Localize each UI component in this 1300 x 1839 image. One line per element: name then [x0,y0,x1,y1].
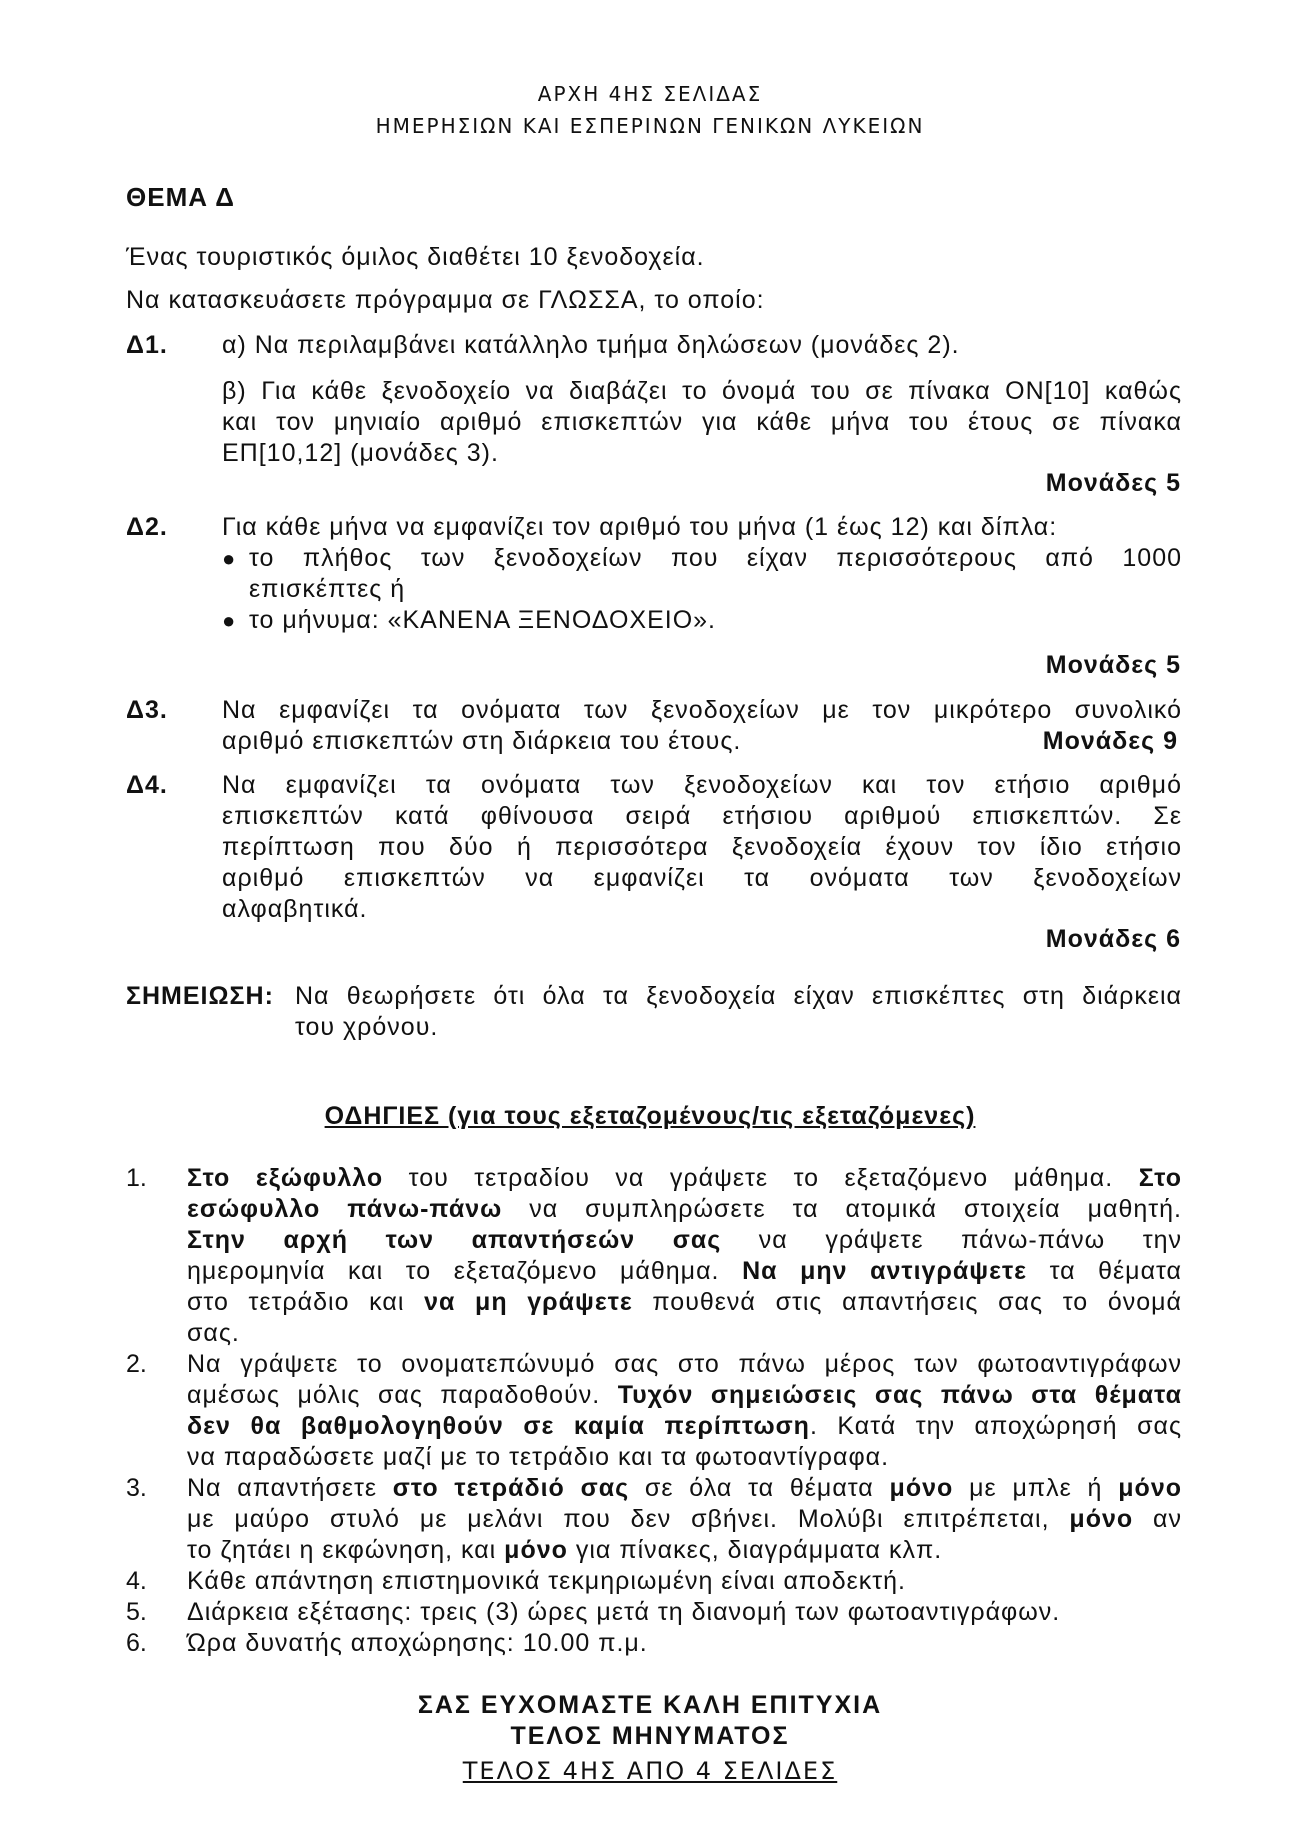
d1-points: Μονάδες 5 [1045,469,1181,497]
instruction-1-line6: σας. [187,1319,240,1347]
instruction-1-line1: Στο εξώφυλλο του τετραδίου να γράψετε το εξεταζόμενο μάθημα. Στο [187,1164,1182,1192]
d2-line1: Για κάθε μήνα να εμφανίζει τον αριθμό του μήνα (1 έως 12) και δίπλα: [222,513,1058,541]
instruction-1-line2: εσώφυλλο πάνω-πάνω να συμπληρώσετε τα ατομικά στοιχεία μαθητή. [187,1195,1182,1223]
instruction-1-line5: στο τετράδιο και να μη γράψετε πουθενά στις απαντήσεις σας το όνομά [187,1288,1182,1316]
d2-bullet1-line2: επισκέπτες ή [249,575,406,603]
instruction-3-number: 3. [126,1474,147,1502]
intro-line1: Ένας τουριστικός όμιλος διαθέτει 10 ξενοδοχεία. [126,243,705,271]
instruction-5-text: Διάρκεια εξέτασης: τρεις (3) ώρες μετά τη διανομή των φωτοαντιγράφων. [187,1598,1061,1626]
d4-line2: επισκεπτών κατά φθίνουσα σειρά ετήσιου αριθμού επισκεπτών. Σε [222,802,1182,830]
instructions-title: ΟΔΗΓΙΕΣ (για τους εξεταζομένους/τις εξεταζόμενες) [324,1102,976,1130]
note-line2: του χρόνου. [295,1013,439,1041]
d1-part-a: α) Να περιλαμβάνει κατάλληλο τμήμα δηλώσεων (μονάδες 2). [222,331,960,359]
footer-page-end: ΤΕΛΟΣ 4ΗΣ ΑΠΟ 4 ΣΕΛΙΔΕΣ [462,1757,838,1785]
d2-points: Μονάδες 5 [1045,651,1181,679]
d1-part-b-line3: ΕΠ[10,12] (μονάδες 3). [222,439,499,467]
instruction-1-line3: Στην αρχή των απαντήσεών σας να γράψετε πάνω-πάνω την [187,1226,1182,1254]
page-header-line2: ΗΜΕΡΗΣΙΩΝ ΚΑΙ ΕΣΠΕΡΙΝΩΝ ΓΕΝΙΚΩΝ ΛΥΚΕΙΩΝ [375,114,925,138]
d4-line3: περίπτωση που δύο ή περισσότερα ξενοδοχεία έχουν τον ίδιο ετήσιο [222,833,1182,861]
d1-part-b-line1: β) Για κάθε ξενοδοχείο να διαβάζει το όνομά του σε πίνακα ΟΝ[10] καθώς [222,377,1182,405]
instruction-6-number: 6. [126,1629,147,1657]
d4-line5: αλφαβητικά. [222,895,368,923]
instruction-2-line4: να παραδώσετε μαζί με το τετράδιο και τα φωτοαντίγραφα. [187,1443,890,1471]
instruction-4-number: 4. [126,1567,147,1595]
d2-bullet2: το μήνυμα: «ΚΑΝΕΝΑ ΞΕΝΟΔΟΧΕΙΟ». [249,606,716,634]
instruction-4-text: Κάθε απάντηση επιστημονικά τεκμηριωμένη είναι αποδεκτή. [187,1567,907,1595]
d2-bullet1-line1: το πλήθος των ξενοδοχείων που είχαν περισσότερους από 1000 [249,544,1182,572]
d3-label: Δ3. [126,696,168,724]
footer-end-message: ΤΕΛΟΣ ΜΗΝΥΜΑΤΟΣ [510,1722,790,1750]
d4-points: Μονάδες 6 [1045,925,1181,953]
instruction-3-line2: με μαύρο στυλό με μελάνι που δεν σβήνει. Μολύβι επιτρέπεται, μόνο αν [187,1505,1182,1533]
instruction-2-number: 2. [126,1350,147,1378]
d1-label: Δ1. [126,331,168,359]
d4-line4: αριθμό επισκεπτών να εμφανίζει τα ονόματα των ξενοδοχείων [222,864,1182,892]
bullet-icon: ● [222,546,236,571]
d3-points: Μονάδες 9 [1042,727,1178,755]
d1-part-b-line2: και τον μηνιαίο αριθμό επισκεπτών για κάθε μήνα του έτους σε πίνακα [222,408,1182,436]
instruction-3-line1: Να απαντήσετε στο τετράδιό σας σε όλα τα θέματα μόνο με μπλε ή μόνο [187,1474,1182,1502]
instruction-1-number: 1. [126,1164,147,1192]
instruction-6-text: Ώρα δυνατής αποχώρησης: 10.00 π.μ. [187,1629,648,1657]
theme-title: ΘΕΜΑ Δ [126,182,235,212]
d2-label: Δ2. [126,513,168,541]
instruction-5-number: 5. [126,1598,147,1626]
d4-line1: Να εμφανίζει τα ονόματα των ξενοδοχείων και τον ετήσιο αριθμό [222,771,1182,799]
d3-line2: αριθμό επισκεπτών στη διάρκεια του έτους. [222,727,742,755]
note-label: ΣΗΜΕΙΩΣΗ: [126,982,274,1010]
instruction-3-line3: το ζητάει η εκφώνηση, και μόνο για πίνακες, διαγράμματα κλπ. [187,1536,943,1564]
instruction-1-line4: ημερομηνία και το εξεταζόμενο μάθημα. Να μην αντιγράψετε τα θέματα [187,1257,1183,1285]
intro-line2: Να κατασκευάσετε πρόγραμμα σε ΓΛΩΣΣΑ, το οποίο: [126,286,765,314]
bullet-icon: ● [222,608,236,633]
note-line1: Να θεωρήσετε ότι όλα τα ξενοδοχεία είχαν επισκέπτες στη διάρκεια [295,982,1182,1010]
instruction-2-line1: Να γράψετε το ονοματεπώνυμό σας στο πάνω μέρος των φωτοαντιγράφων [187,1350,1182,1378]
instruction-2-line2: αμέσως μόλις σας παραδοθούν. Τυχόν σημειώσεις σας πάνω στα θέματα [187,1381,1182,1409]
footer-wish: ΣΑΣ ΕΥΧΟΜΑΣΤΕ ΚΑΛΗ ΕΠΙΤΥΧΙΑ [417,1691,883,1719]
instruction-2-line3: δεν θα βαθμολογηθούν σε καμία περίπτωση. Κατά την αποχώρησή σας [187,1412,1182,1440]
page-header-line1: ΑΡΧΗ 4ΗΣ ΣΕΛΙΔΑΣ [537,82,763,106]
d4-label: Δ4. [126,771,168,799]
d3-line1: Να εμφανίζει τα ονόματα των ξενοδοχείων με τον μικρότερο συνολικό [222,696,1182,724]
